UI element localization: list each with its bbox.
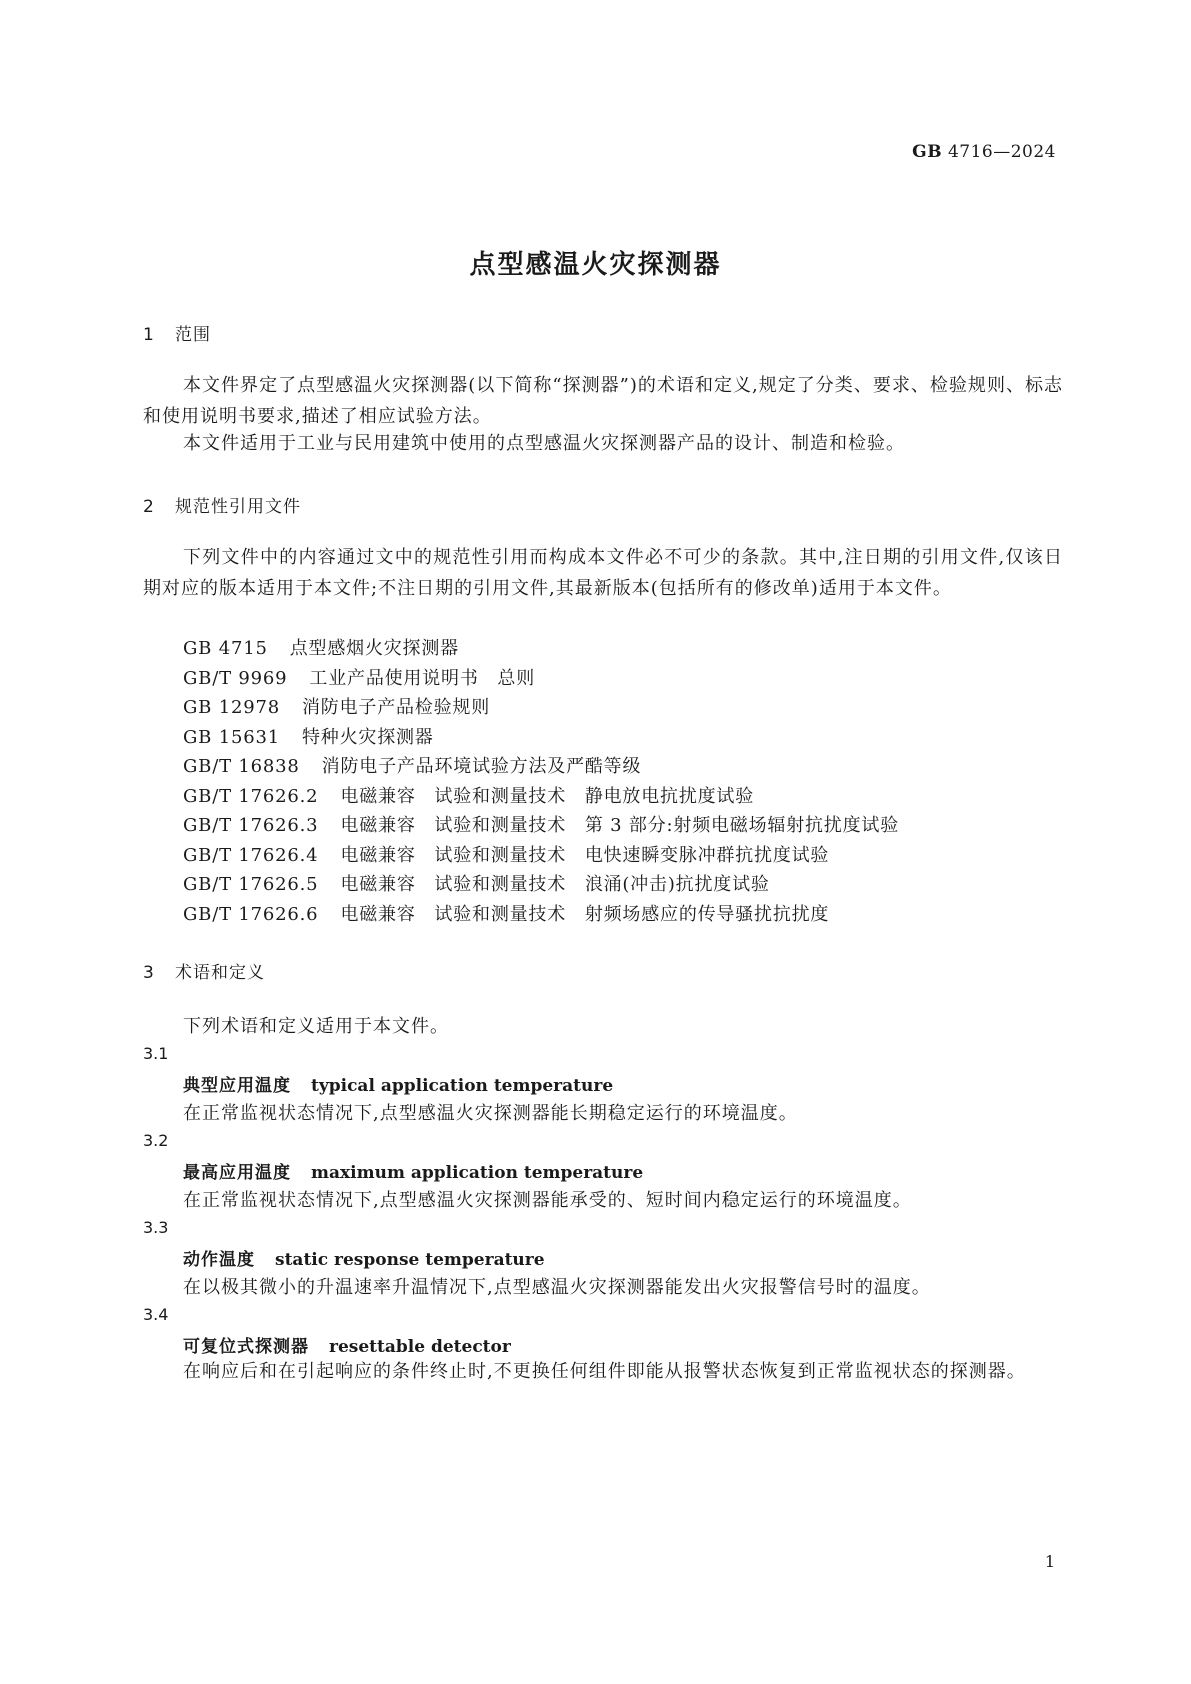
- standard-code: [912, 142, 1056, 162]
- section-number: 1: [143, 325, 155, 345]
- reference-item: GB 12978 消防电子产品检验规则: [183, 697, 490, 718]
- term-name: 可复位式探测器 resettable detector: [183, 1337, 511, 1357]
- section-title: 范围: [175, 325, 211, 345]
- term-name: 典型应用温度 typical application temperature: [183, 1076, 614, 1096]
- section-3-heading: [143, 958, 265, 983]
- scope-paragraph-1: 本文件界定了点型感温火灾探测器(以下简称“探测器”)的术语和定义,规定了分类、要求、检验规则、标志和使用说明书要求,描述了相应试验方法。: [143, 375, 1063, 427]
- reference-item: GB 4715 点型感烟火灾探测器: [183, 638, 459, 659]
- term-definition: 在正常监视状态情况下,点型感温火灾探测器能长期稳定运行的环境温度。: [183, 1103, 798, 1124]
- section-title: 术语和定义: [175, 963, 265, 983]
- reference-item: GB/T 17626.5 电磁兼容 试验和测量技术 浪涌(冲击)抗扰度试验: [183, 874, 770, 895]
- document-title: 点型感温火灾探测器: [469, 250, 722, 280]
- reference-item: GB/T 16838 消防电子产品环境试验方法及严酷等级: [183, 756, 642, 777]
- scope-paragraph-2: 本文件适用于工业与民用建筑中使用的点型感温火灾探测器产品的设计、制造和检验。: [183, 433, 905, 454]
- normative-refs-paragraph: 下列文件中的内容通过文中的规范性引用而构成本文件必不可少的条款。其中,注日期的引用文件,仅该日期对应的版本适用于本文件;不注日期的引用文件,其最新版本(包括所有的修改单)适用于本文件。: [143, 547, 1063, 599]
- standard-prefix: GB: [912, 142, 943, 162]
- section-number: 2: [143, 497, 155, 517]
- term-definition: 在响应后和在引起响应的条件终止时,不更换任何组件即能从报警状态恢复到正常监视状态的探测器。: [183, 1361, 1026, 1382]
- term-name: 最高应用温度 maximum application temperature: [183, 1163, 644, 1183]
- reference-item: GB/T 17626.6 电磁兼容 试验和测量技术 射频场感应的传导骚扰抗扰度: [183, 904, 830, 925]
- page-number: 1: [1044, 1552, 1055, 1571]
- terms-intro: 下列术语和定义适用于本文件。: [183, 1016, 449, 1037]
- term-number: 3.3: [143, 1218, 169, 1237]
- term-number: 3.2: [143, 1131, 169, 1150]
- section-title: 规范性引用文件: [175, 497, 301, 517]
- reference-item: GB/T 17626.2 电磁兼容 试验和测量技术 静电放电抗扰度试验: [183, 786, 755, 807]
- reference-item: GB/T 9969 工业产品使用说明书 总则: [183, 668, 536, 689]
- reference-item: GB/T 17626.4 电磁兼容 试验和测量技术 电快速瞬变脉冲群抗扰度试验: [183, 845, 830, 866]
- term-number: 3.4: [143, 1305, 169, 1324]
- section-number: 3: [143, 963, 155, 983]
- term-number: 3.1: [143, 1044, 169, 1063]
- term-name: 动作温度 static response temperature: [183, 1250, 545, 1270]
- reference-item: GB 15631 特种火灾探测器: [183, 727, 434, 748]
- standard-number: 4716—2024: [942, 142, 1056, 162]
- section-1-heading: [143, 320, 211, 345]
- term-definition: 在正常监视状态情况下,点型感温火灾探测器能承受的、短时间内稳定运行的环境温度。: [183, 1190, 912, 1211]
- section-2-heading: [143, 492, 301, 517]
- reference-item: GB/T 17626.3 电磁兼容 试验和测量技术 第 3 部分:射频电磁场辐射抗扰度试验: [183, 815, 899, 836]
- term-definition: 在以极其微小的升温速率升温情况下,点型感温火灾探测器能发出火灾报警信号时的温度。: [183, 1277, 931, 1298]
